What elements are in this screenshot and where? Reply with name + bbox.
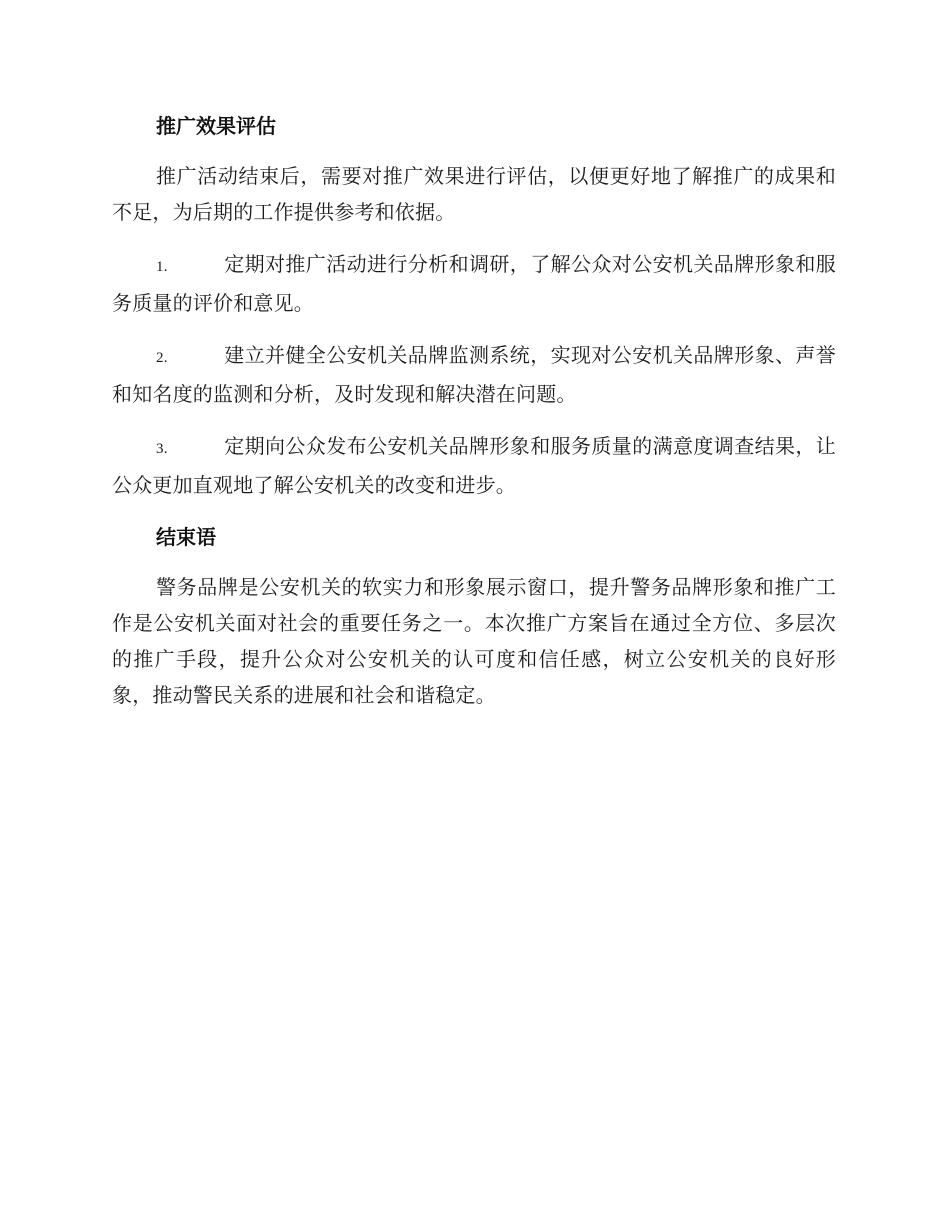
list-text-2: 建立并健全公安机关品牌监测系统，实现对公安机关品牌形象、声誉和知名度的监测和分析，及时发现和解决潜在问题。 [112,343,836,406]
document-page [112,108,836,729]
conclusion-paragraph: 警务品牌是公安机关的软实力和形象展示窗口，提升警务品牌形象和推广工作是公安机关面对社会的重要任务之一。本次推广方案旨在通过全方位、多层次的推广手段，提升公众对公安机关的认可度和信任感，树立公安机关的良好形象，推动警民关系的进展和社会和谐稳定。 [112,575,836,707]
list-text-3: 定期向公众发布公安机关品牌形象和服务质量的满意度调查结果，让公众更加直观地了解公安机关的改变和进步。 [112,434,836,497]
section-heading-evaluation: 推广效果评估 [156,114,276,138]
list-number-2: 2. [156,350,168,366]
evaluation-intro-paragraph: 推广活动结束后，需要对推广效果进行评估，以便更好地了解推广的成果和不足，为后期的工作提供参考和依据。 [112,164,836,224]
list-item-1 [112,246,836,321]
list-number-3: 3. [156,441,168,457]
section-heading-conclusion: 结束语 [156,525,216,549]
list-number-1: 1. [156,259,168,275]
list-item-2 [112,337,836,412]
list-text-1: 定期对推广活动进行分析和调研，了解公众对公安机关品牌形象和服务质量的评价和意见。 [112,252,836,315]
list-item-3 [112,428,836,503]
